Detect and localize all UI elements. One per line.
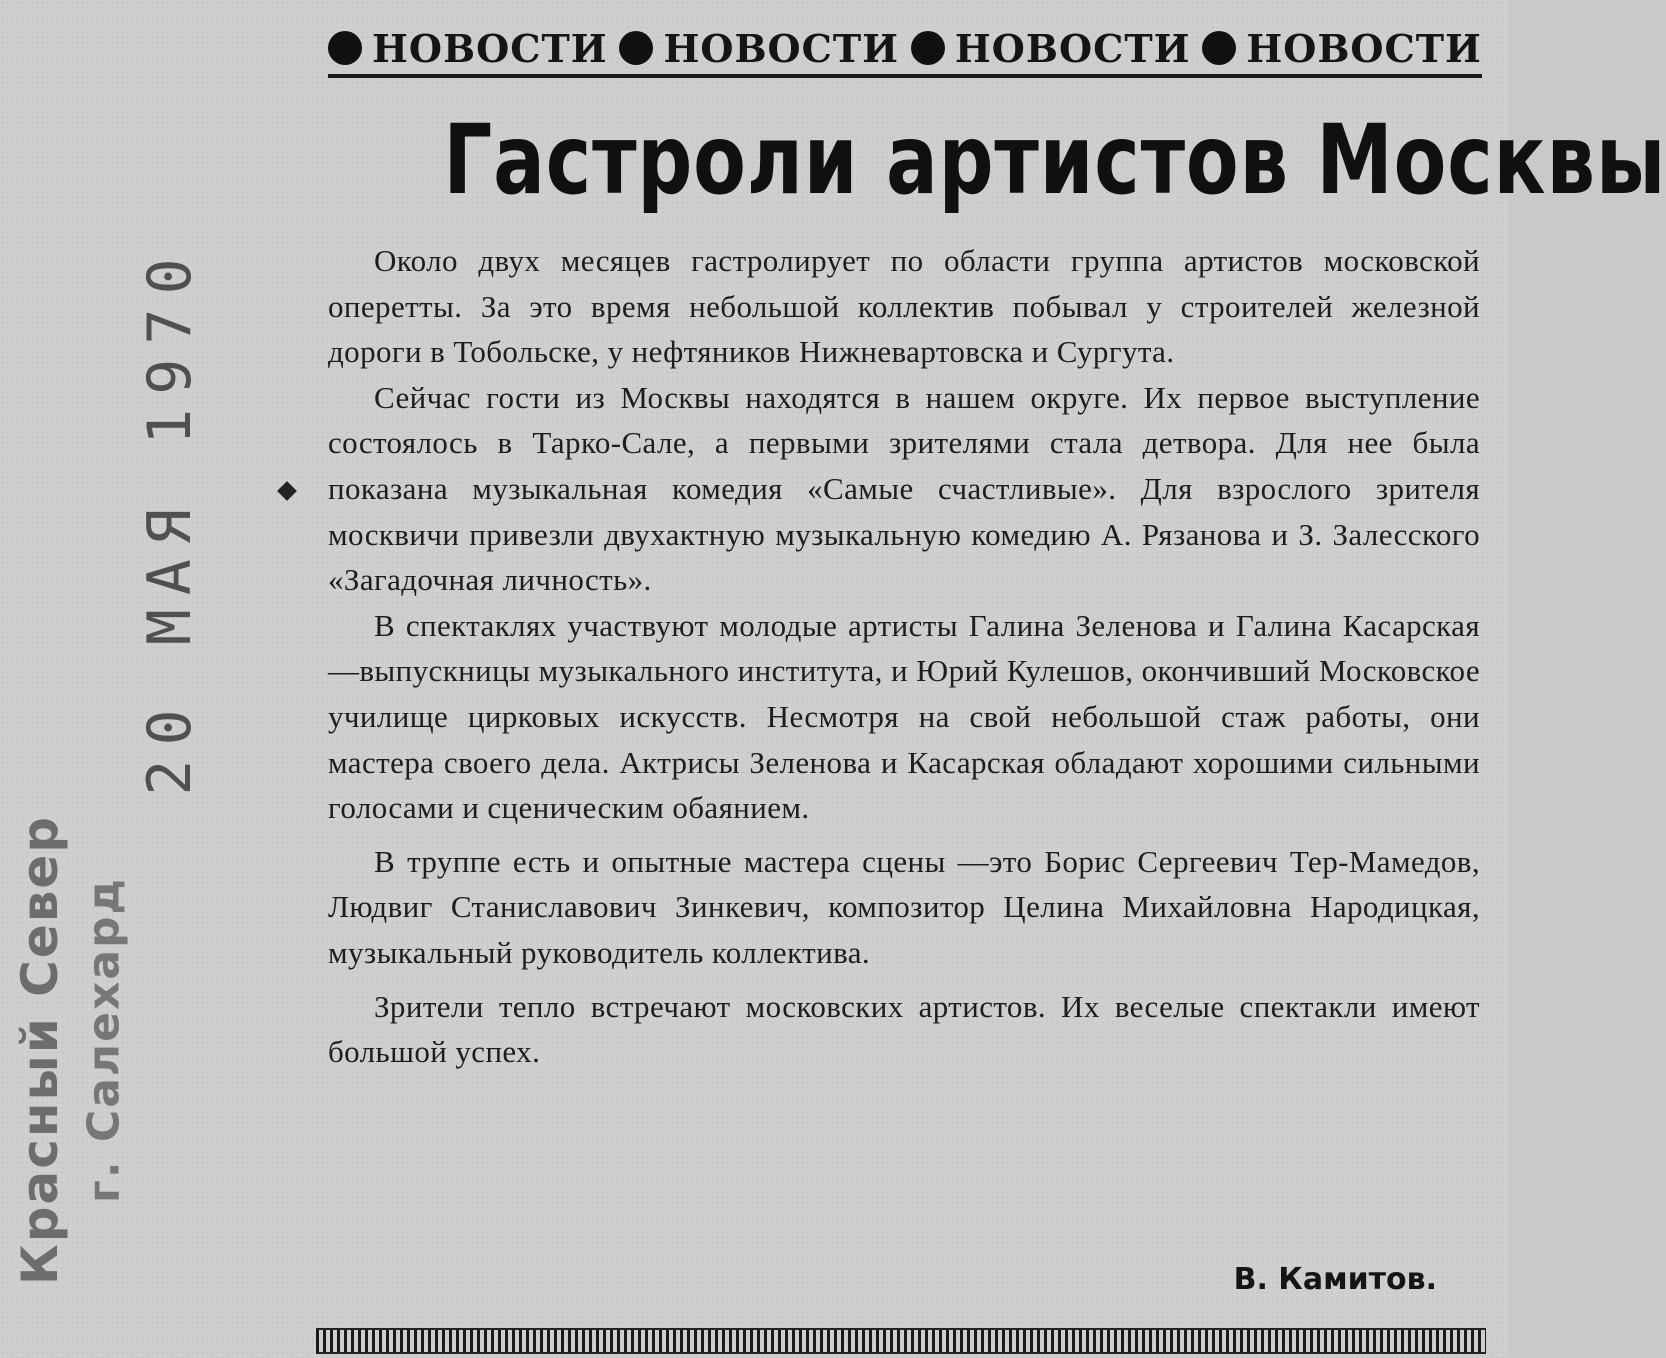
- bullet-dot-icon: [328, 31, 362, 65]
- archive-stamp-place: г. Салехард: [78, 876, 130, 1204]
- bullet-dot-icon: [911, 31, 945, 65]
- article-paragraph: В труппе есть и опытные мастера сцены —это Борис Сергеевич Тер-Мамедов, Людвиг Станиславович Зинкевич, композитор Целина Михайловна Народицкая, музыкальный руководитель коллектива.: [328, 843, 1480, 970]
- article-paragraph: Около двух месяцев гастролирует по области группа артистов московской оперетты. За это время небольшой коллектив побывал у строителей железной дороги в Тобольске, у нефтяников Нижневартовска и Сургута.: [328, 243, 1480, 370]
- rubric-label: НОВОСТИ: [372, 25, 608, 71]
- article-body: [328, 238, 1480, 1075]
- article-headline: Гастроли артистов Москвы: [443, 104, 1666, 216]
- rubric-label: НОВОСТИ: [1246, 25, 1482, 71]
- bullet-dot-icon: [619, 31, 653, 65]
- rubric-label: НОВОСТИ: [663, 25, 900, 71]
- bottom-perforated-rule: [316, 1328, 1486, 1354]
- rubric-item: [328, 26, 608, 71]
- ink-mark-icon: [277, 481, 297, 501]
- article-paragraph: Зрители тепло встречают московских артистов. Их веселые спектакли имеют большой успех.: [328, 988, 1480, 1070]
- rubric-label: НОВОСТИ: [954, 25, 1191, 71]
- bullet-dot-icon: [1202, 31, 1236, 65]
- archive-stamp-source: Красный Север: [11, 814, 69, 1286]
- article-paragraph: В спектаклях участвуют молодые артисты Галина Зеленова и Галина Касарская—выпускницы музыкального института, и Юрий Кулешов, окончивший Московское училище цирковых искусств. Несмотря на свой небольшой стаж работы, они мастера своего дела. Актрисы Зеленова и Касарская обладают хорошими сильными голосами и сценическим обаянием.: [328, 607, 1480, 826]
- rubric-item: [619, 26, 899, 71]
- archive-stamp-date: 20 МАЯ 1970: [135, 244, 205, 796]
- rubric-item: [1202, 26, 1482, 71]
- rubric-item: [911, 26, 1191, 71]
- news-rubric-bar: [328, 22, 1482, 78]
- article-author: В. Камитов.: [1233, 1262, 1437, 1297]
- article-paragraph: Сейчас гости из Москвы находятся в нашем округе. Их первое выступление состоялось в Тарко-Сале, а первыми зрителями стала детвора. Для нее была показана музыкальная комедия «Самые счастливые». Для взрослого зрителя москвичи привезли двухактную музыкальную комедию А. Рязанова и З. Залесского «Загадочная личность».: [328, 379, 1480, 598]
